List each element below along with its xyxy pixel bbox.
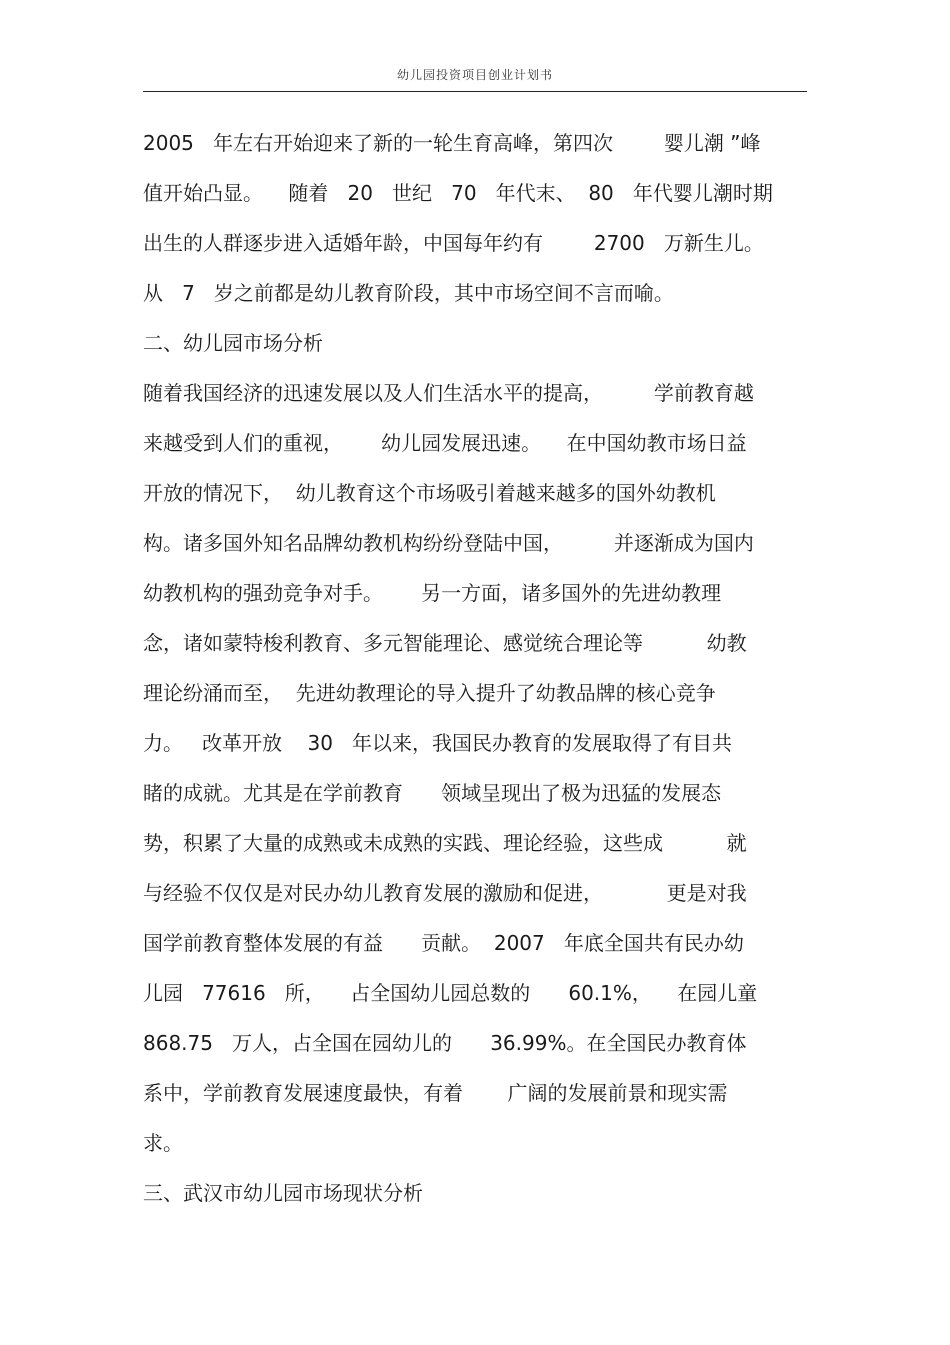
text-line: 系中，学前教育发展速度最快，有着 广阔的发展前景和现实需 — [143, 1081, 728, 1105]
text-line: 力。 改革开放 30 年以来，我国民办教育的发展取得了有目共 — [143, 731, 733, 755]
section-heading-market-analysis: 二、幼儿园市场分析 — [143, 331, 323, 355]
text-line: 值开始凸显。 随着 20 世纪 70 年代末、 80 年代婴儿潮时期 — [143, 181, 773, 205]
text-line: 求。 — [143, 1131, 183, 1155]
header-divider — [143, 91, 807, 92]
text-line: 从 7 岁之前都是幼儿教育阶段，其中市场空间不言而喻。 — [143, 281, 674, 305]
section-heading-wuhan-market: 三、武汉市幼儿园市场现状分析 — [143, 1181, 423, 1205]
text-line: 来越受到人们的重视， 幼儿园发展迅速。 在中国幼教市场日益 — [143, 431, 747, 455]
text-line: 随着我国经济的迅速发展以及人们生活水平的提高， 学前教育越 — [143, 381, 754, 405]
text-line: 构。诸多国外知名品牌幼教机构纷纷登陆中国， 并逐渐成为国内 — [143, 531, 754, 555]
text-line: 国学前教育整体发展的有益 贡献。 2007 年底全国共有民办幼 — [143, 931, 744, 955]
document-body — [143, 118, 813, 1218]
text-line: 2005 年左右开始迎来了新的一轮生育高峰，第四次 婴儿潮 ”峰 — [143, 131, 761, 155]
text-line: 理论纷涌而至， 先进幼教理论的导入提升了幼教品牌的核心竞争 — [143, 681, 716, 705]
text-line: 幼教机构的强劲竞争对手。 另一方面，诸多国外的先进幼教理 — [143, 581, 722, 605]
text-line: 睹的成就。尤其是在学前教育 领域呈现出了极为迅猛的发展态 — [143, 781, 722, 805]
page-header-title: 幼儿园投资项目创业计划书 — [396, 68, 553, 82]
text-line: 势，积累了大量的成熟或未成熟的实践、理论经验，这些成 就 — [143, 831, 747, 855]
text-line: 868.75 万人，占全国在园幼儿的 36.99%。在全国民办教育体 — [143, 1031, 747, 1055]
text-line: 开放的情况下， 幼儿教育这个市场吸引着越来越多的国外幼教机 — [143, 481, 716, 505]
text-line: 儿园 77616 所， 占全国幼儿园总数的 60.1%， 在园儿童 — [143, 981, 758, 1005]
text-line: 与经验不仅仅是对民办幼儿教育发展的激励和促进， 更是对我 — [143, 881, 747, 905]
text-line: 念，诸如蒙特梭利教育、多元智能理论、感觉统合理论等 幼教 — [143, 631, 747, 655]
text-line: 出生的人群逐步进入适婚年龄，中国每年约有 2700 万新生儿。 — [143, 231, 764, 255]
